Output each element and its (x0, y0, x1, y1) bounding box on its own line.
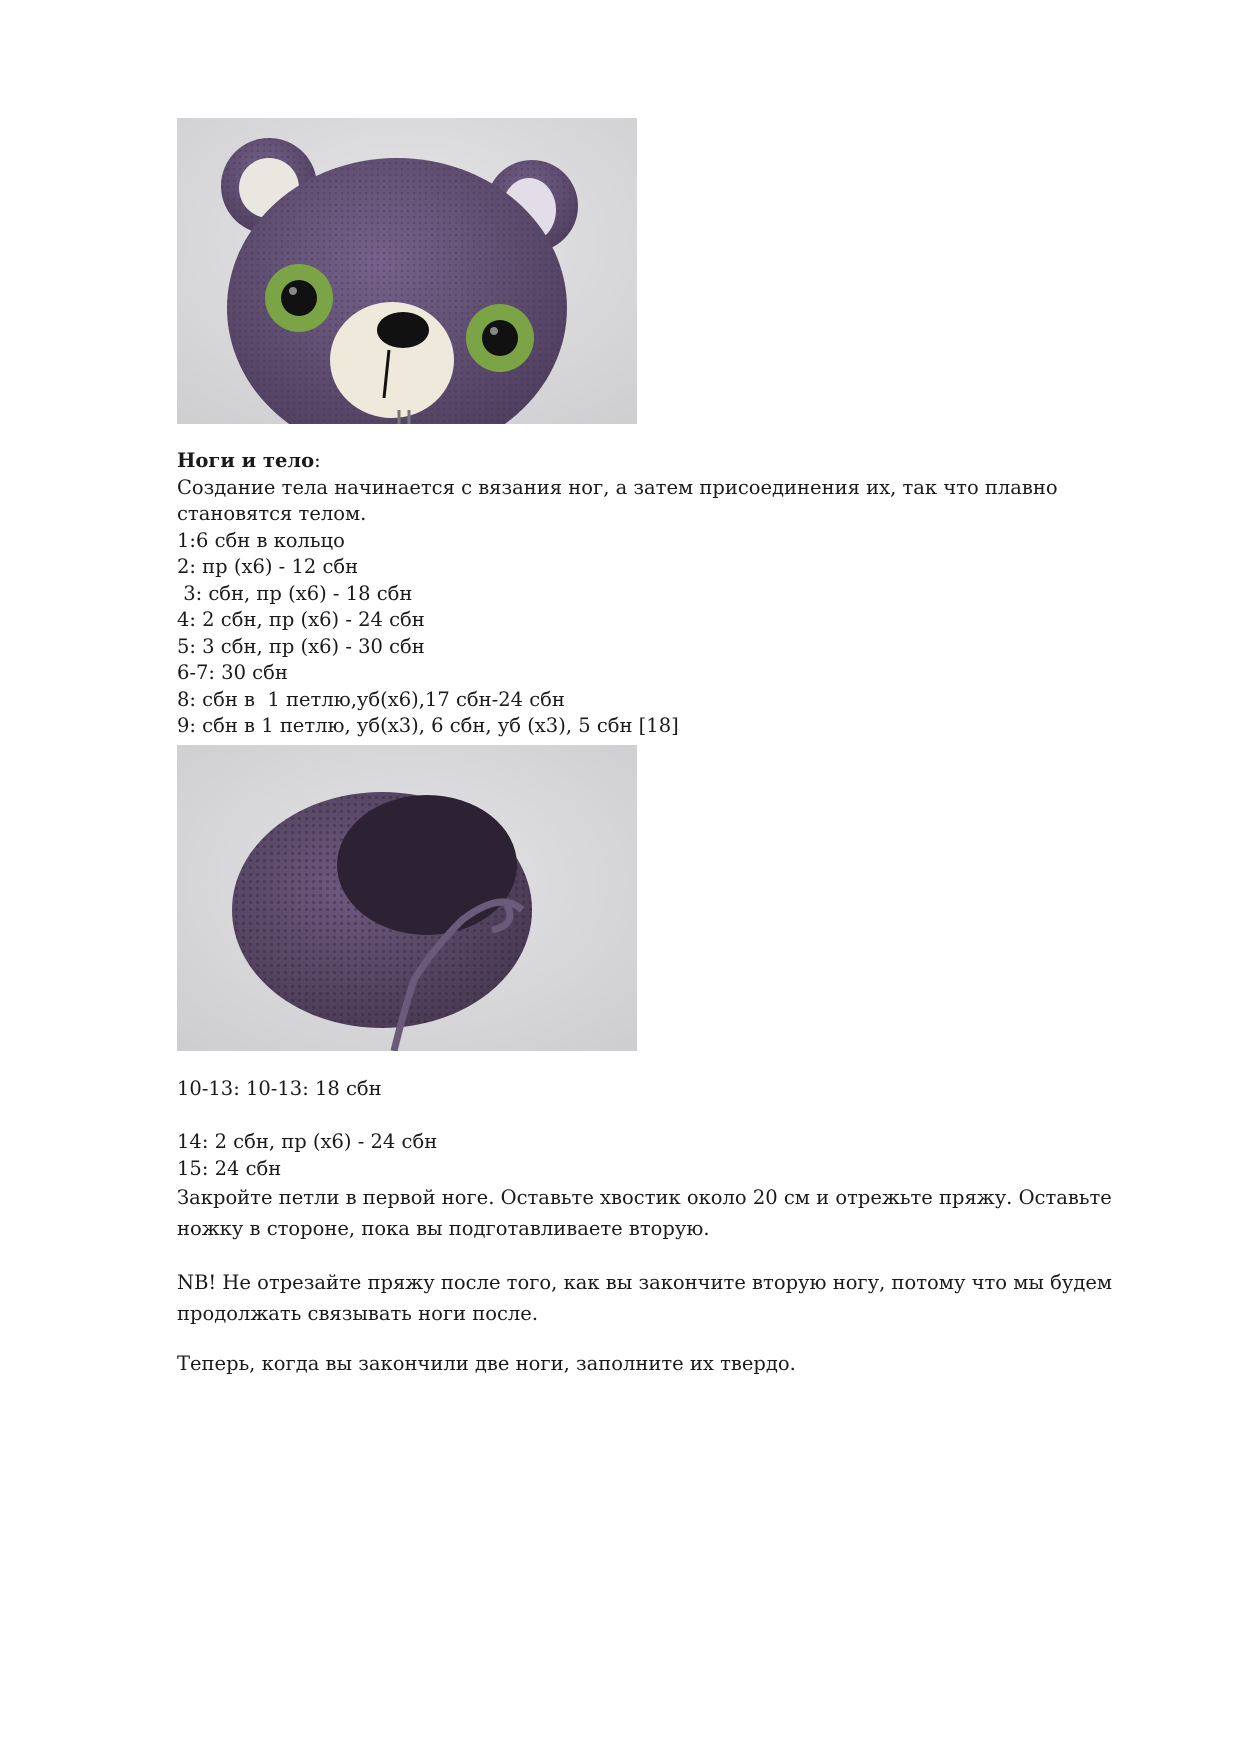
pattern-row: 6-7: 30 сбн (177, 661, 288, 684)
rows-10-13 (177, 1076, 1117, 1103)
rows-14-15 (177, 1129, 1117, 1244)
intro-line-2: становятся телом. (177, 502, 367, 525)
close-para-line-1: Закройте петли в первой ноге. Оставьте хвостик около 20 см и отрежьте пряжу. Оставьте (177, 1186, 1112, 1209)
crochet-foot-photo (177, 745, 637, 1051)
pattern-row: 10-13: 10-13: 18 сбн (177, 1077, 382, 1100)
pattern-row: 15: 24 сбн (177, 1156, 282, 1180)
legs-body-section (177, 448, 1117, 740)
close-para-line-2: ножку в стороне, пока вы подготавливаете вторую. (177, 1217, 710, 1240)
heading-colon: : (314, 449, 321, 472)
pattern-row: 1:6 сбн в кольцо (177, 528, 345, 552)
section-heading: Ноги и тело (177, 449, 315, 472)
intro-line-1: Создание тела начинается с вязания ног, а затем присоединения их, так что плавно (177, 475, 1058, 499)
pattern-row: 5: 3 сбн, пр (х6) - 30 сбн (177, 634, 425, 658)
final-line: Теперь, когда вы закончили две ноги, заполните их твердо. (177, 1352, 796, 1375)
nb-line-2: продолжать связывать ноги после. (177, 1302, 539, 1325)
pattern-row: 4: 2 сбн, пр (х6) - 24 сбн (177, 608, 425, 631)
final-paragraph (177, 1351, 1117, 1378)
pattern-row: 2: пр (х6) - 12 сбн (177, 555, 359, 578)
bear-head-photo (177, 118, 637, 424)
nb-paragraph (177, 1267, 1117, 1329)
pattern-row: 8: сбн в 1 петлю,уб(х6),17 сбн-24 сбн (177, 687, 565, 711)
pattern-row: 9: сбн в 1 петлю, уб(х3), 6 сбн, уб (х3), 5 сбн [18] (177, 714, 679, 737)
pattern-row: 3: сбн, пр (х6) - 18 сбн (177, 581, 413, 605)
pattern-row: 14: 2 сбн, пр (х6) - 24 сбн (177, 1130, 438, 1153)
nb-line-1: NB! Не отрезайте пряжу после того, как вы закончите вторую ногу, потому что мы будем (177, 1271, 1113, 1294)
